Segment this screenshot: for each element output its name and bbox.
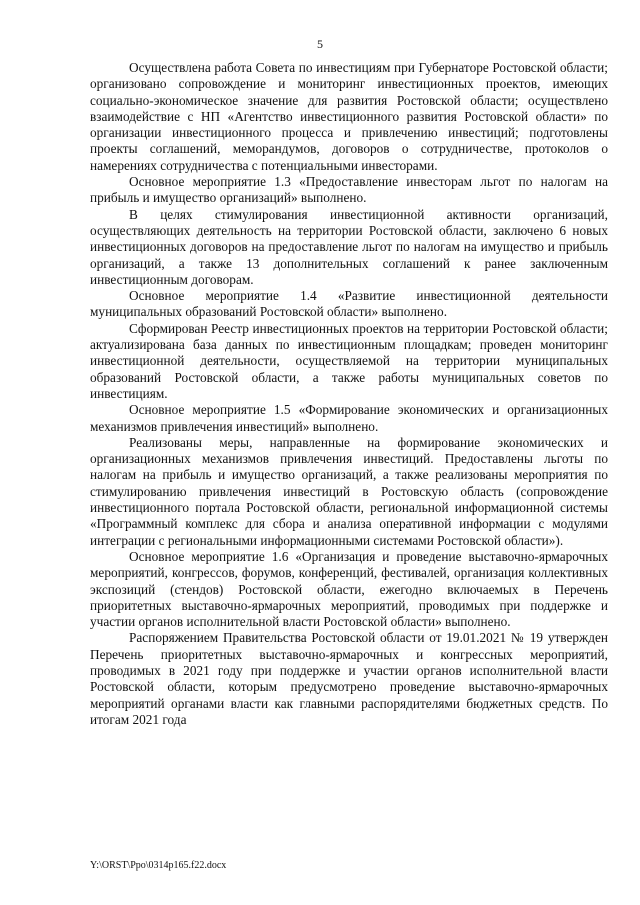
paragraph-measure-1-6: Основное мероприятие 1.6 «Организация и проведение выставочно-ярмарочных мероприятий, конгрессов, форумов, конференций, фестивалей, организация коллективных экспозиций (стендов) Ростовской области, ежегодно включаемых в Перечень приоритетных выставочно-ярмарочных мероприятий, проводимых при поддержке и участии органов исполнительной власти Ростовской области» выполнено. — [90, 548, 608, 630]
paragraph-council-work: Осуществлена работа Совета по инвестициям при Губернаторе Ростовской области; организовано сопровождение и мониторинг инвестиционных проектов, имеющих социально-экономическое значение для развития Ростовской области; осуществлено взаимодействие с НП «Агентство инвестиционного развития Ростовской области» по организации инвестиционного процесса и привлечению инвестиций; подготовлены проекты соглашений, меморандумов, договоров о сотрудничестве, протоколов о намерениях сотрудничества с потенциальными инвесторами. — [90, 60, 608, 173]
paragraph-measure-1-4: Основное мероприятие 1.4 «Развитие инвестиционной деятельности муниципальных образований Ростовской области» выполнено. — [90, 288, 608, 320]
page-number: 5 — [317, 37, 323, 51]
paragraph-measure-1-3: Основное мероприятие 1.3 «Предоставление инвесторам льгот по налогам на прибыль и имущество организаций» выполнено. — [90, 174, 608, 206]
document-body — [90, 60, 608, 728]
paragraph-investment-agreements: В целях стимулирования инвестиционной активности организаций, осуществляющих деятельность на территории Ростовской области, заключено 6 новых инвестиционных договоров на предоставление льгот по налогам на имущество и прибыль организаций, а также 13 дополнительных соглашений к ранее заключенным инвестиционным договорам. — [90, 206, 608, 287]
paragraph-mechanisms: Реализованы меры, направленные на формирование экономических и организационных механизмов привлечения инвестиций. Предоставлены льготы по налогам на прибыль и имущество организаций, а также реализованы мероприятия по стимулированию привлечения инвестиций в Ростовскую область (сопровождение инвестиционного портала Ростовской области, региональной информационной системы «Программный комплекс для сбора и анализа оперативной информации с модулями интеграции с региональными информационными системами Ростовской области»). — [90, 434, 608, 548]
paragraph-measure-1-5: Основное мероприятие 1.5 «Формирование экономических и организационных механизмов привлечения инвестиций» выполнено. — [90, 402, 608, 434]
paragraph-project-registry: Сформирован Реестр инвестиционных проектов на территории Ростовской области; актуализирована база данных по инвестиционным площадкам; проведен мониторинг инвестиционной деятельности, осуществляемой на территории муниципальных образований Ростовской области, а также работы муниципальных советов по инвестициям. — [90, 320, 608, 401]
paragraph-government-order: Распоряжением Правительства Ростовской области от 19.01.2021 № 19 утвержден Перечень приоритетных выставочно-ярмарочных и конгрессных мероприятий, проводимых в 2021 году при поддержке и участии органов исполнительной власти Ростовской области, которым предусмотрено проведение выставочно-ярмарочных мероприятий органами власти как главными распорядителями бюджетных средств. По итогам 2021 года — [90, 630, 608, 727]
footer-file-path: Y:\ORST\Ppo\0314p165.f22.docx — [90, 860, 227, 871]
